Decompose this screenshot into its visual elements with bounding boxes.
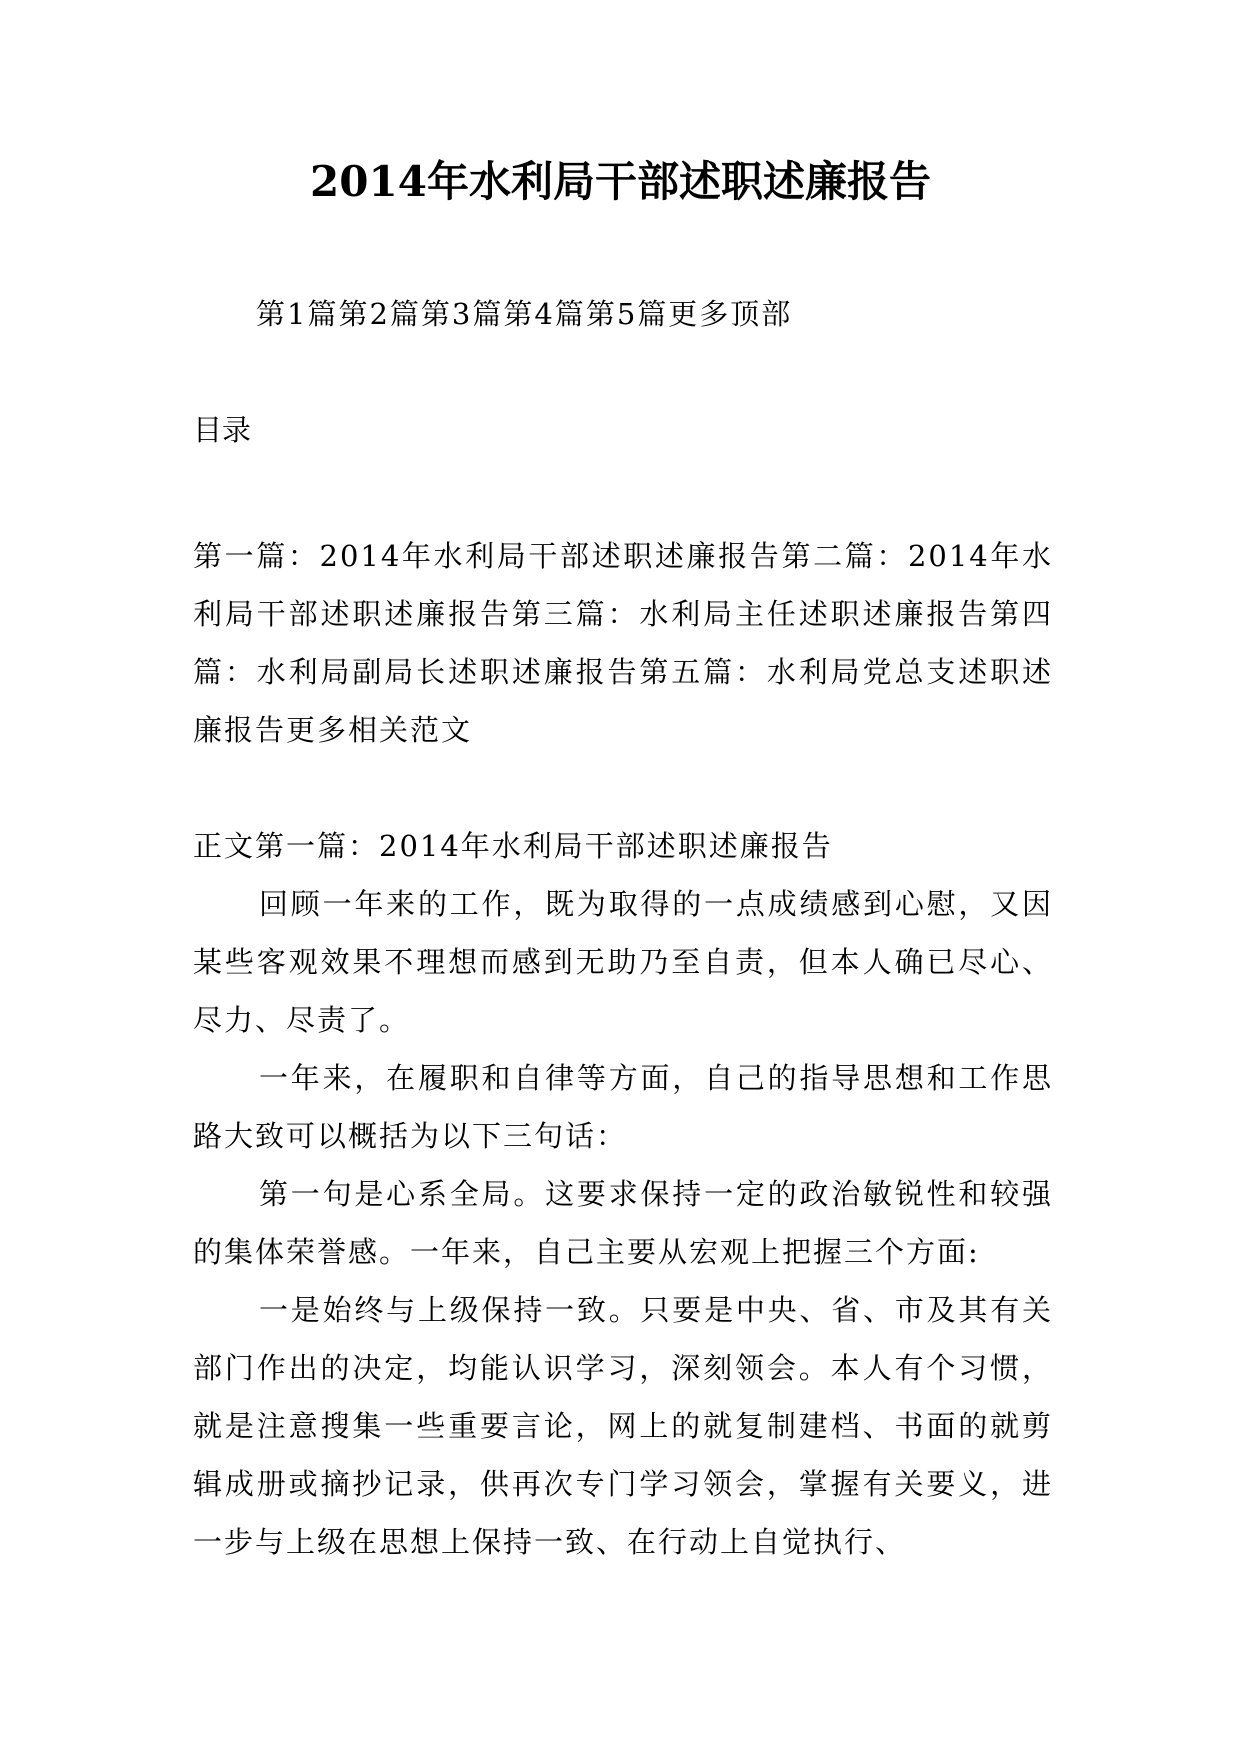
document-title: 2014年水利局干部述职述廉报告 [310, 157, 931, 206]
nav-link-part-4[interactable]: 第4篇 [503, 297, 586, 331]
toc-heading: 目录 [193, 413, 252, 447]
nav-link-top[interactable]: 顶部 [730, 297, 793, 331]
nav-link-part-5[interactable]: 第5篇 [585, 297, 669, 331]
toc-item-part-4[interactable]: 第四篇：水利局副局长述职述廉报告 [193, 597, 1053, 689]
table-of-contents [193, 527, 1053, 759]
toc-item-part-1[interactable]: 第一篇：2014年水利局干部述职述廉报告 [193, 539, 782, 573]
nav-link-part-3[interactable]: 第3篇 [420, 297, 504, 331]
toc-item-part-2[interactable]: 第二篇：2014年水利局干部述职述廉报告 [193, 539, 1053, 631]
body-paragraph: 第一句是心系全局。这要求保持一定的政治敏锐性和较强的集体荣誉感。一年来，自己主要从宏观上把握三个方面: [193, 1177, 1053, 1269]
body-paragraph: 一是始终与上级保持一致。只要是中央、省、市及其有关部门作出的决定，均能认识学习，深刻领会。本人有个习惯，就是注意搜集一些重要言论，网上的就复制建档、书面的就剪辑成册或摘抄记录，供再次专门学习领会，掌握有关要义，进一步与上级在思想上保持一致、在行动上自觉执行、 [193, 1293, 1053, 1559]
toc-item-more[interactable]: 更多相关范文 [286, 713, 473, 747]
nav-link-part-1[interactable]: 第1篇 [256, 297, 339, 331]
document-body [193, 817, 1053, 1571]
body-heading: 正文第一篇：2014年水利局干部述职述廉报告 [193, 829, 833, 863]
toc-item-part-3[interactable]: 第三篇：水利局主任述职述廉报告 [511, 597, 991, 631]
body-paragraph: 一年来，在履职和自律等方面，自己的指导思想和工作思路大致可以概括为以下三句话： [193, 1061, 1053, 1153]
toc-item-part-5[interactable]: 第五篇：水利局党总支述职述廉报告 [193, 655, 1053, 747]
article-nav [256, 294, 792, 334]
nav-link-more[interactable]: 更多 [668, 297, 731, 331]
body-paragraph: 回顾一年来的工作，既为取得的一点成绩感到心慰，又因某些客观效果不理想而感到无助乃至自责，但本人确已尽心、尽力、尽责了。 [193, 887, 1053, 1037]
nav-link-part-2[interactable]: 第2篇 [338, 297, 421, 331]
